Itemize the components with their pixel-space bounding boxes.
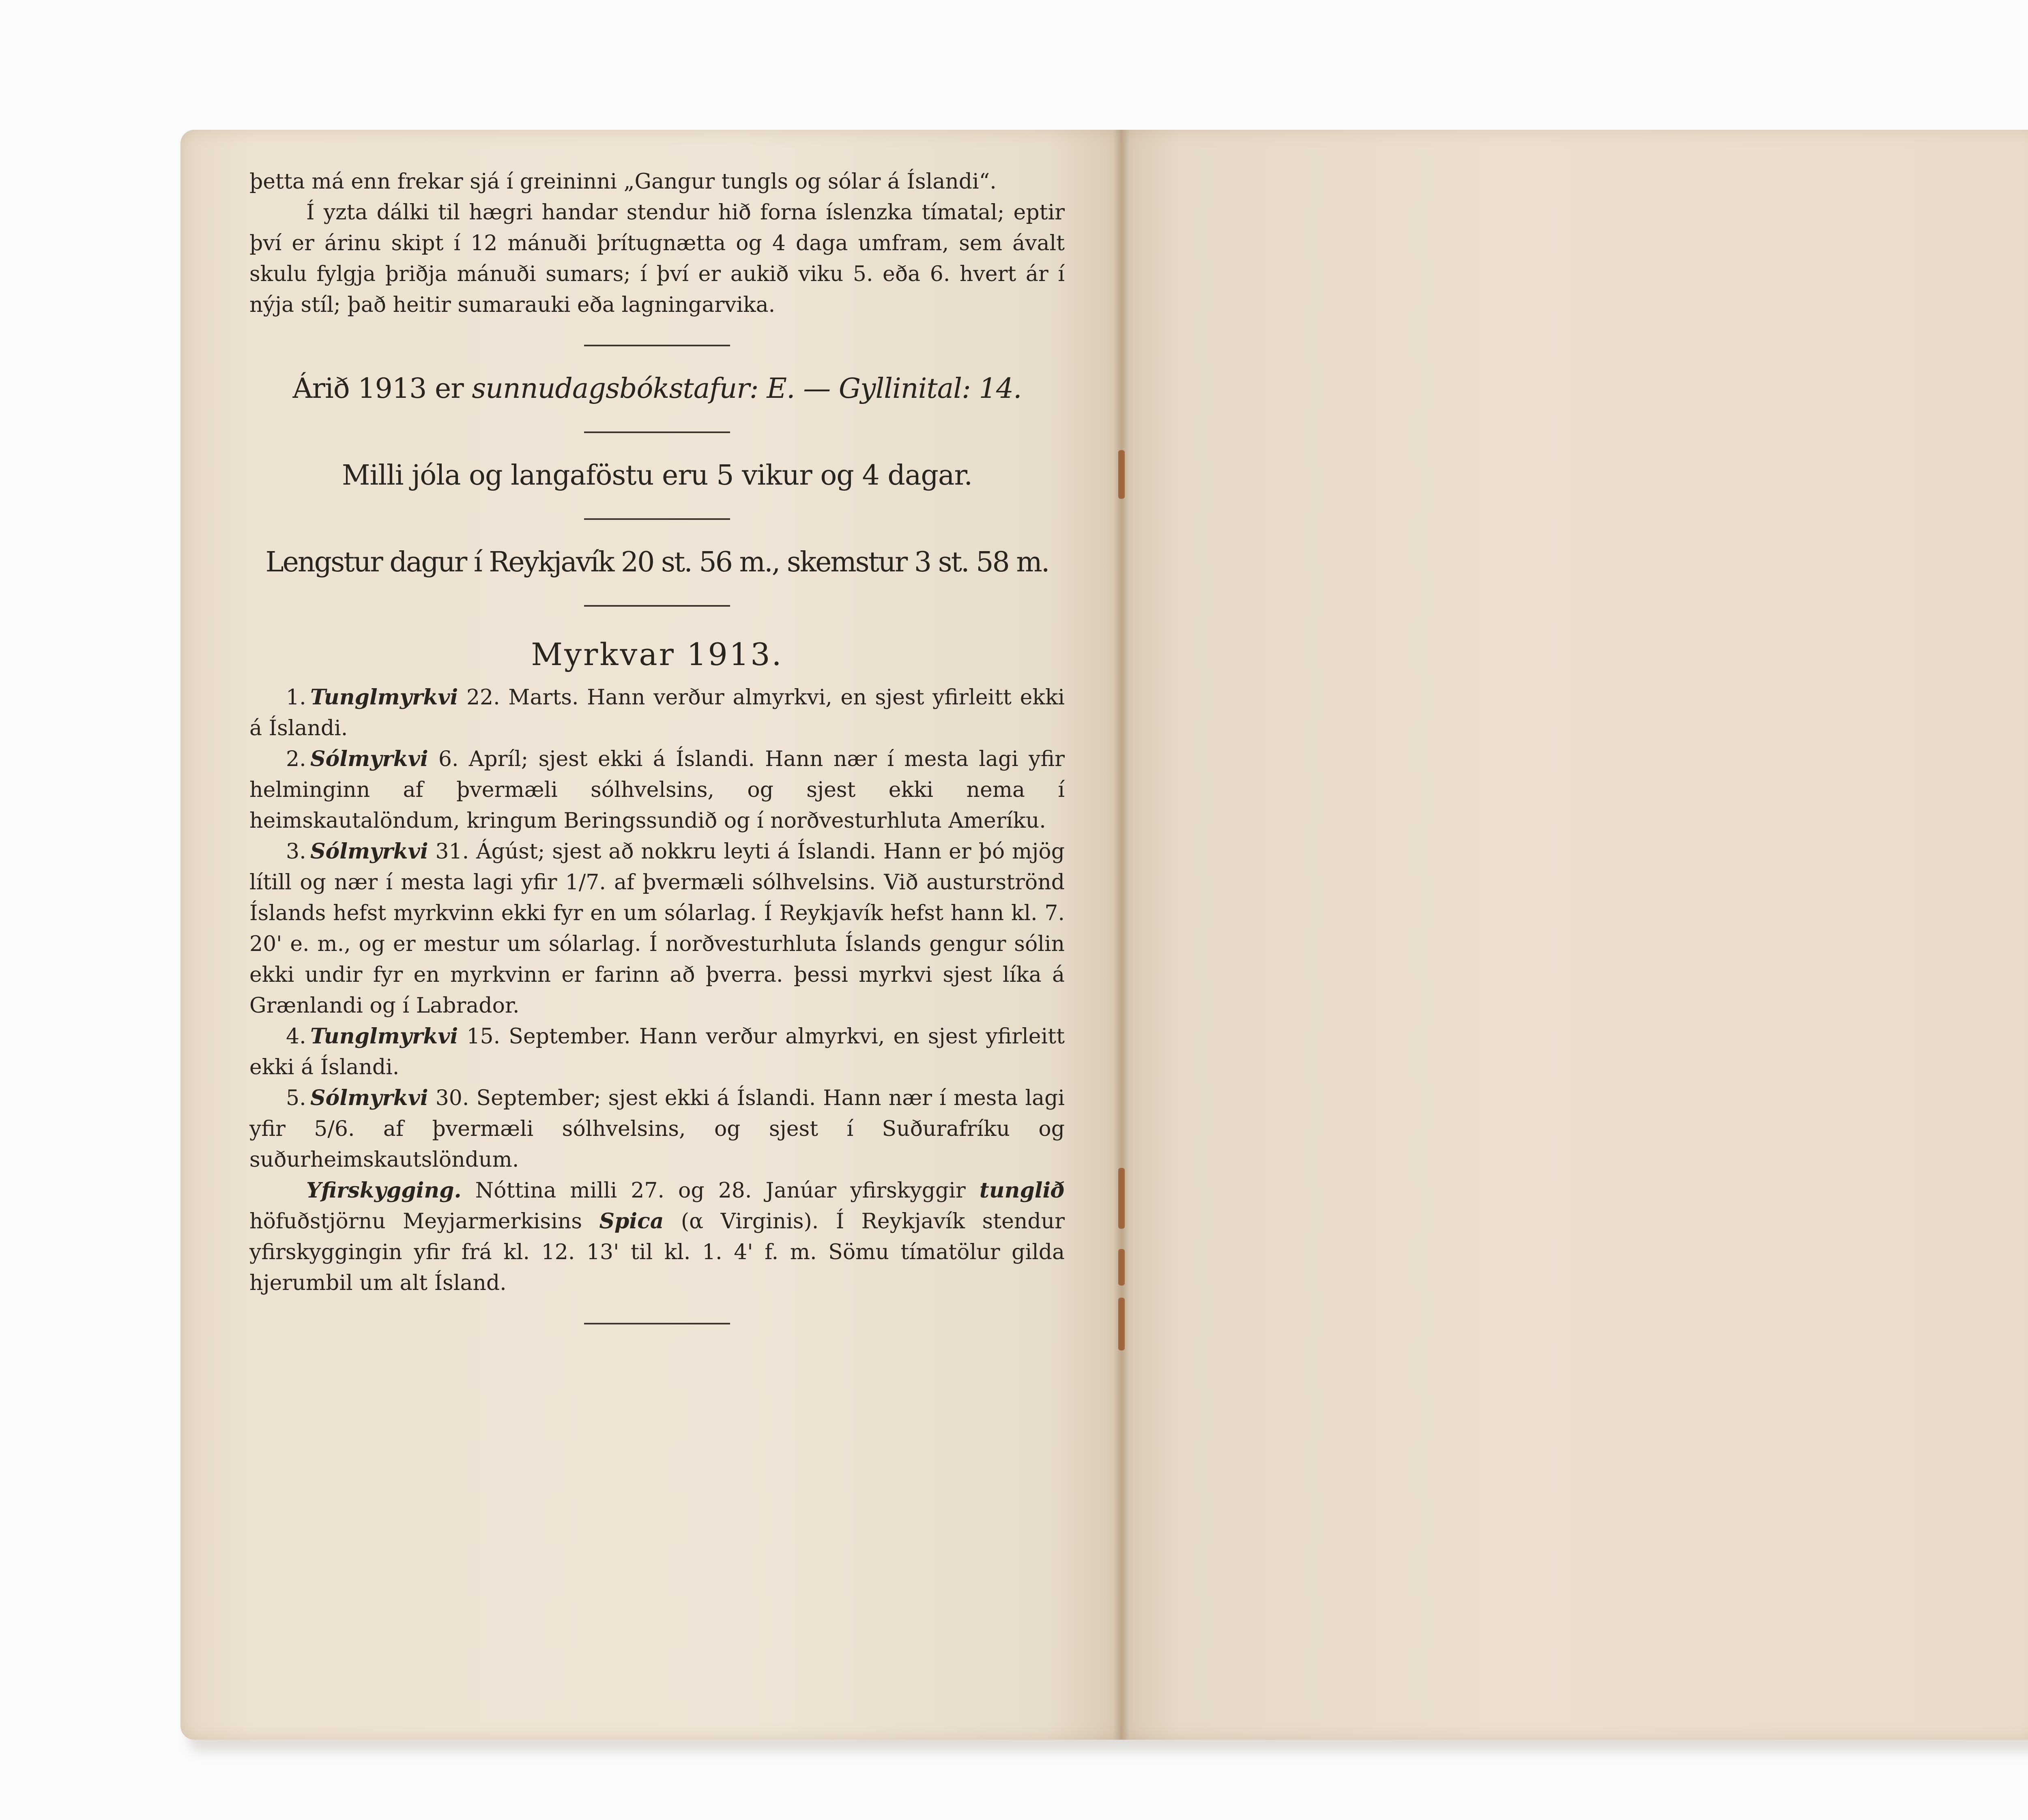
eclipse-item [249, 1021, 1065, 1083]
item-name: Tunglmyrkvi [310, 1024, 458, 1049]
lent-line: Milli jóla og langaföstu eru 5 vikur og 4 dagar. [342, 459, 973, 491]
item-text: 30. September; sjest ekki á Íslandi. Hann nær í mesta lagi yfir 5/6. af þvermæli sólhvelsins, og sjest í Suðurafríku og suðurheimskautslöndum. [249, 1086, 1065, 1172]
item-name: Sólmyrkvi [310, 1086, 428, 1110]
item-name: Tunglmyrkvi [310, 685, 458, 710]
occultation-moon: tunglið [979, 1178, 1065, 1203]
staple-mark [1118, 1298, 1125, 1350]
divider [584, 518, 730, 520]
book-gutter [1113, 130, 1130, 1740]
staple-mark [1118, 1168, 1125, 1229]
intro-line: þetta má enn frekar sjá í greininni „Gangur tungls og sólar á Íslandi“. [249, 170, 997, 194]
year-line-italic: sunnudagsbókstafur: E. — Gyllinital: 14. [472, 373, 1022, 405]
occultation-paragraph [249, 1175, 1065, 1298]
staple-mark [1118, 450, 1125, 499]
eclipses-heading: Myrkvar 1913. [531, 636, 783, 672]
year-letter-line [249, 371, 1065, 407]
eclipse-item [249, 1083, 1065, 1175]
item-text: 15. September. Hann verður almyrkvi, en sjest yfirleitt ekki á Íslandi. [249, 1024, 1065, 1080]
eclipse-item [249, 682, 1065, 744]
item-text: 22. Marts. Hann verður almyrkvi, en sjest yfirleitt ekki á Íslandi. [249, 685, 1065, 740]
item-name: Sólmyrkvi [310, 839, 428, 864]
occultation-text-a: Nóttina milli 27. og 28. Janúar yfirskyggir [461, 1178, 980, 1203]
item-text: 6. Apríl; sjest ekki á Íslandi. Hann nær í mesta lagi yfir helminginn af þvermæli sólhvelsins, og sjest ekki nema í heimskautalöndum, kringum Beringssundið og í norðvesturhluta Ameríku. [249, 747, 1065, 833]
year-line-start: Árið 1913 er [292, 373, 472, 405]
right-page-blank [1121, 130, 2028, 1740]
item-name: Sólmyrkvi [310, 747, 428, 771]
divider [584, 1323, 730, 1324]
item-number: 4. [286, 1024, 306, 1049]
item-number: 3. [286, 839, 306, 864]
divider [584, 345, 730, 346]
open-booklet [180, 130, 2028, 1740]
occultation-star: Spica [599, 1209, 664, 1234]
left-page-text [249, 166, 1065, 1349]
eclipse-item [249, 744, 1065, 836]
eclipse-item [249, 836, 1065, 1021]
occultation-text-c: (α Virginis). Í Reykjavík stendur yfirskyggingin yfir frá kl. 12. 13' til kl. 1. 4' f. m. Sömu tímatölur gilda hjerumbil um alt Ísland. [249, 1209, 1065, 1295]
left-page [180, 130, 1121, 1740]
staple-mark [1118, 1249, 1125, 1286]
item-number: 2. [286, 747, 306, 771]
divider [584, 431, 730, 433]
occultation-label: Yfirskygging. [306, 1178, 462, 1203]
daylight-line: Lengstur dagur í Reykjavík 20 st. 56 m., skemstur 3 st. 58 m. [265, 546, 1049, 578]
divider [584, 605, 730, 607]
item-number: 1. [286, 685, 306, 710]
item-text: 31. Ágúst; sjest að nokkru leyti á Íslandi. Hann er þó mjög lítill og nær í mesta lagi yfir 1/7. af þvermæli sólhvelsins. Við austurströnd Íslands hefst myrkvinn ekki fyr en um sólarlag. Í Reykjavík hefst hann kl. 7. 20' e. m., og er mestur um sólarlag. Í norðvesturhluta Íslands gengur sólin ekki undir fyr en myrkvinn er farinn að þverra. þessi myrkvi sjest líka á Grænlandi og í Labrador. [249, 839, 1065, 1018]
calendar-paragraph: Í yzta dálki til hægri handar stendur hið forna íslenzka tímatal; eptir því er árinu skipt í 12 mánuði þrítugnætta og 4 daga umfram, sem ávalt skulu fylgja þriðja mánuði sumars; í því er aukið viku 5. eða 6. hvert ár í nýja stíl; það heitir sumarauki eða lagningarvika. [249, 200, 1065, 317]
occultation-text-b: höfuðstjörnu Meyjarmerkisins [249, 1209, 599, 1234]
item-number: 5. [286, 1086, 306, 1110]
